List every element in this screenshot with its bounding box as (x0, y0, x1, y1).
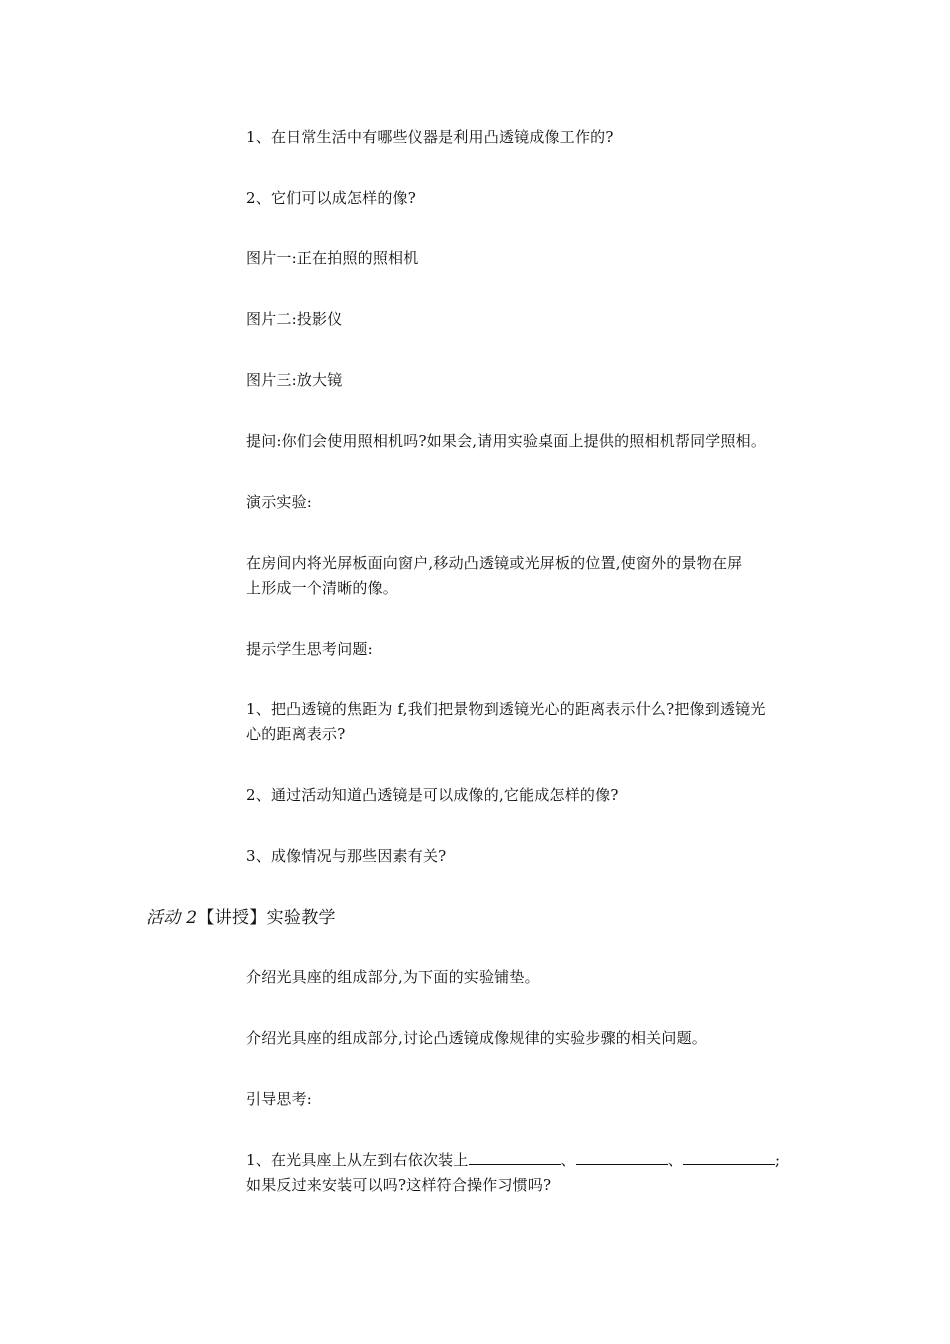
blank-separator-1: 、 (560, 1151, 576, 1169)
thinking-question-1-line-1: 1、把凸透镜的焦距为 f,我们把景物到透镜光心的距离表示什么?把像到透镜光 (246, 700, 766, 718)
thinking-question-2: 2、通过活动知道凸透镜是可以成像的,它能成怎样的像? (246, 786, 619, 804)
thinking-question-1-line-2: 心的距离表示? (246, 725, 346, 743)
blank-separator-2: 、 (667, 1151, 683, 1169)
activity-title: 【讲授】实验教学 (197, 908, 336, 928)
demo-experiment-label: 演示实验: (246, 493, 313, 511)
blank-end: ; (774, 1151, 781, 1169)
activity-number: 活动 2 (146, 908, 198, 928)
intro-text-1: 介绍光具座的组成部分,为下面的实验铺垫。 (246, 968, 540, 986)
demo-experiment-line-1: 在房间内将光屏板面向窗户,移动凸透镜或光屏板的位置,使窗外的景物在屏 (246, 554, 743, 572)
demo-experiment-text (246, 551, 811, 601)
fill-in-question-1 (246, 1148, 846, 1198)
question-1: 1、在日常生活中有哪些仪器是利用凸透镜成像工作的? (246, 128, 614, 146)
prompt-question: 提问:你们会使用照相机吗?如果会,请用实验桌面上提供的照相机帮同学照相。 (246, 432, 767, 450)
picture-3-caption: 图片三:放大镜 (246, 371, 343, 389)
blank-2[interactable] (576, 1150, 668, 1165)
fill-in-question-line-2: 如果反过来安装可以吗?这样符合操作习惯吗? (246, 1176, 552, 1194)
demo-experiment-line-2: 上形成一个清晰的像。 (246, 579, 399, 597)
activity-heading (146, 905, 336, 931)
intro-text-2: 介绍光具座的组成部分,讨论凸透镜成像规律的实验步骤的相关问题。 (246, 1029, 707, 1047)
question-2: 2、它们可以成怎样的像? (246, 189, 416, 207)
fill-in-question-line-1 (246, 1148, 846, 1173)
blank-1[interactable] (469, 1150, 561, 1165)
picture-2-caption: 图片二:投影仪 (246, 310, 343, 328)
thinking-prompt-label: 提示学生思考问题: (246, 640, 373, 658)
picture-1-caption: 图片一:正在拍照的照相机 (246, 249, 419, 267)
guided-thinking-label: 引导思考: (246, 1090, 313, 1108)
thinking-question-1 (246, 697, 846, 747)
fill-in-prefix: 1、在光具座上从左到右依次装上 (246, 1151, 469, 1169)
blank-3[interactable] (683, 1150, 775, 1165)
thinking-question-3: 3、成像情况与那些因素有关? (246, 847, 447, 865)
